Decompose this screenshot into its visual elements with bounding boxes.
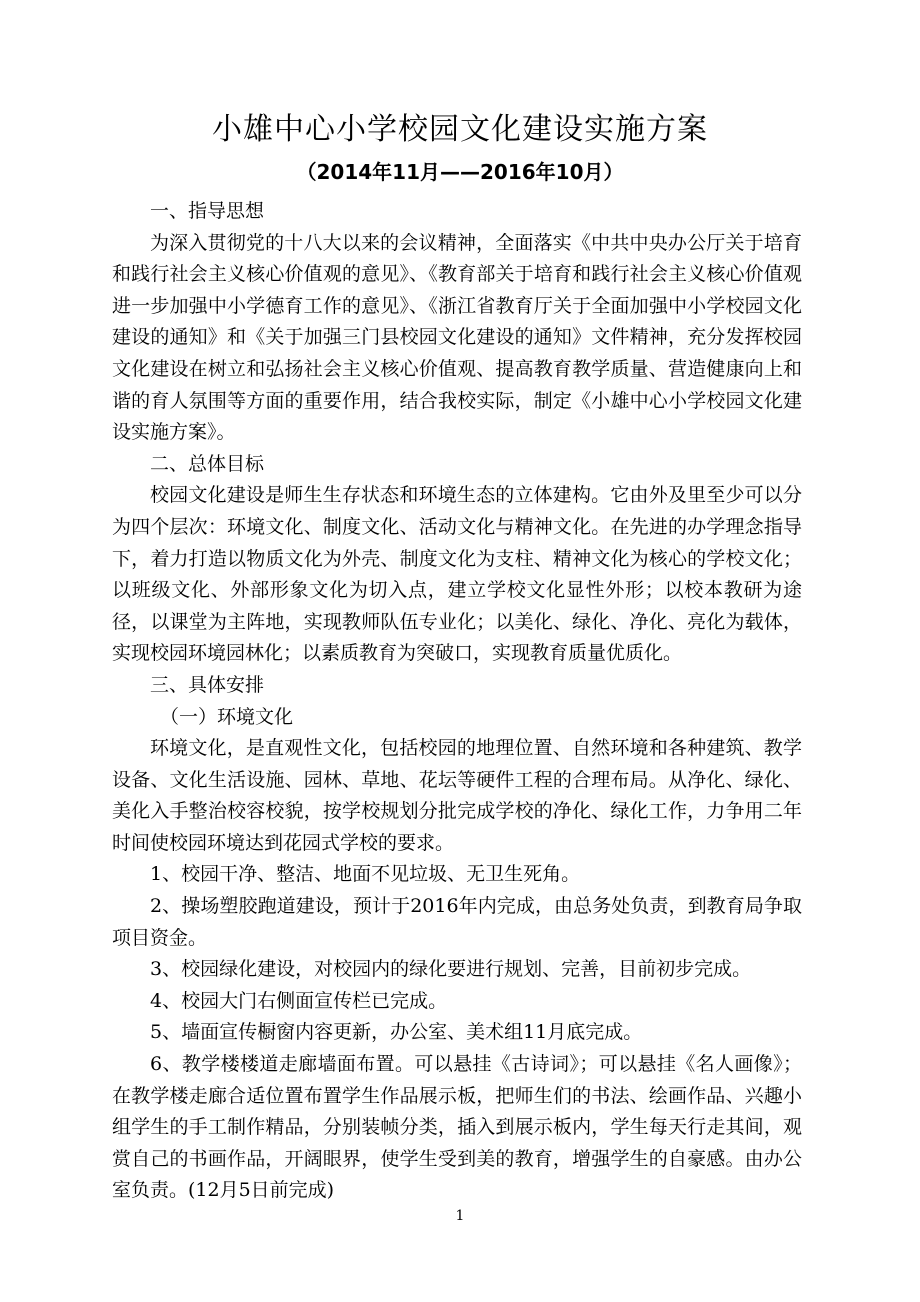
paragraph-guiding-ideology: 为深入贯彻党的十八大以来的会议精神，全面落实《中共中央办公厅关于培育和践行社会主义核心价值观的意见》、《教育部关于培育和践行社会主义核心价值观进一步加强中小学德育工作的意见》、《浙江省教育厅关于全面加强中小学校园文化建设的通知》和《关于加强三门县校园文化建设的通知》文件精神，充分发挥校园文化建设在树立和弘扬社会主义核心价值观、提高教育教学质量、营造健康向上和谐的育人氛围等方面的重要作用，结合我校实际，制定《小雄中心小学校园文化建设实施方案》。 (112, 231, 802, 444)
paragraph-overall-goal: 校园文化建设是师生生存状态和环境生态的立体建构。它由外及里至少可以分为四个层次：环境文化、制度文化、活动文化与精神文化。在先进的办学理念指导下，着力打造以物质文化为外壳、制度文化为支柱、精神文化为核心的学校文化；以班级文化、外部形象文化为切入点，建立学校文化显性外形；以校本教研为途径，以课堂为主阵地，实现教师队伍专业化；以美化、绿化、净化、亮化为载体，实现校园环境园林化；以素质教育为突破口，实现教育质量优质化。 (112, 484, 802, 665)
list-item: 2、操场塑胶跑道建设，预计于2016年内完成，由总务处负责，到教育局争取项目资金。 (112, 895, 802, 949)
section-heading-guiding-ideology: 一、指导思想 (150, 200, 265, 222)
subsection-heading-environment-culture: （一）环境文化 (160, 705, 294, 728)
section-heading-overall-goal: 二、总体目标 (150, 452, 265, 475)
paragraph-environment-culture: 环境文化，是直观性文化，包括校园的地理位置、自然环境和各种建筑、教学设备、文化生活设施、园林、草地、花坛等硬件工程的合理布局。从净化、绿化、美化入手整治校容校貌，按学校规划分批完成学校的净化、绿化工作，力争用二年时间使校园环境达到花园式学校的要求。 (112, 737, 802, 854)
document-body (112, 196, 802, 1207)
list-item: 5、墙面宣传橱窗内容更新，办公室、美术组11月底完成。 (150, 1021, 643, 1044)
document-subtitle: （2014年11月——2016年10月） (296, 160, 624, 184)
list-item: 1、校园干净、整洁、地面不见垃圾、无卫生死角。 (150, 863, 581, 886)
page-number: 1 (455, 1208, 465, 1224)
list-item: 4、校园大门右侧面宣传栏已完成。 (150, 989, 448, 1012)
document-title: 小雄中心小学校园文化建设实施方案 (212, 112, 708, 147)
list-item: 6、教学楼楼道走廊墙面布置。可以悬挂《古诗词》；可以悬挂《名人画像》；在教学楼走廊合适位置布置学生作品展示板，把师生们的书法、绘画作品、兴趣小组学生的手工制作精品，分别装帧分类，插入到展示板内，学生每天行走其间，观赏自己的书画作品，开阔眼界，使学生受到美的教育，增强学生的自豪感。由办公室负责。(12月5日前完成) (112, 1053, 802, 1202)
section-heading-specific-arrangements: 三、具体安排 (150, 673, 265, 696)
list-item: 3、校园绿化建设，对校园内的绿化要进行规划、完善，目前初步完成。 (150, 958, 752, 981)
